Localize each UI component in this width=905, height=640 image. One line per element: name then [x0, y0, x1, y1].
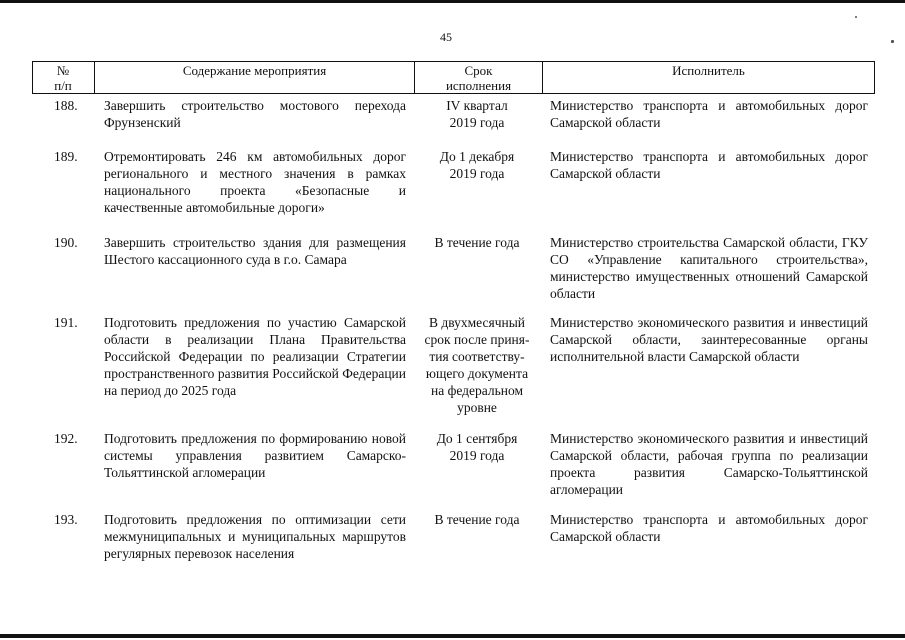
- row-number: 190.: [54, 235, 78, 250]
- row-content: Подготовить предложения по участию Самарской области в реализации Плана Правительства Российской Федерации по реализации Стратегии пространственного развития Российской Федерации на период до 2025 года: [104, 315, 406, 398]
- row-term: До 1 декабря 2019 года: [439, 149, 515, 181]
- row-number: 189.: [54, 149, 78, 164]
- row-executor: Министерство экономического развития и инвестиций Самарской области, заинтересованные органы исполнительной власти Самарской области: [550, 315, 868, 364]
- row-number: 193.: [54, 512, 78, 527]
- row-executor: Министерство транспорта и автомобильных дорог Самарской области: [550, 98, 868, 130]
- page-number: 45: [440, 30, 452, 44]
- row-content: Завершить строительство здания для размещения Шестого кассационного суда в г.о. Самара: [104, 235, 406, 267]
- row-executor: Министерство строительства Самарской области, ГКУ СО «Управление капитального строительства», министерство имущественных отношений Самарской области: [550, 235, 868, 301]
- top-border: [0, 0, 905, 3]
- row-executor: Министерство транспорта и автомобильных дорог Самарской области: [550, 512, 868, 544]
- scan-speck: [855, 16, 857, 18]
- scan-speck: [891, 40, 894, 43]
- bottom-border: [0, 634, 905, 638]
- column-divider: [874, 62, 875, 93]
- row-number: 192.: [54, 431, 78, 446]
- row-content: Подготовить предложения по формированию новой системы управления развитием Самарско-Тольяттинской агломерации: [104, 431, 406, 480]
- row-content: Отремонтировать 246 км автомобильных дорог регионального и местного значения в рамках национального проекта «Безопасные и качественные автомобильные дороги»: [104, 149, 406, 215]
- header-content: Содержание мероприятия: [182, 63, 327, 78]
- header-term: Срок исполнения: [445, 63, 512, 93]
- row-content: Подготовить предложения по оптимизации сети межмуниципальных и муниципальных маршрутов регулярных перевозок населения: [104, 512, 406, 561]
- plan-table: [32, 61, 875, 561]
- table-header: [32, 61, 875, 94]
- row-content: Завершить строительство мостового перехода Фрунзенский: [104, 98, 406, 130]
- header-num: № п/п: [54, 63, 72, 93]
- row-number: 191.: [54, 315, 78, 330]
- row-term: В течение года: [434, 512, 520, 527]
- row-term: В течение года: [434, 235, 520, 250]
- row-term: IV квартал 2019 года: [446, 98, 508, 130]
- header-executor: Исполнитель: [672, 63, 745, 78]
- row-executor: Министерство транспорта и автомобильных дорог Самарской области: [550, 149, 868, 181]
- row-number: 188.: [54, 98, 78, 113]
- row-term: В двухмесячный срок после приня- тия соответству- ющего документа на федеральном уровне: [424, 315, 530, 415]
- row-executor: Министерство экономического развития и инвестиций Самарской области, рабочая группа по реализации проекта развития Самарско-Тольяттинской агломерации: [550, 431, 868, 497]
- row-term: До 1 сентября 2019 года: [436, 431, 518, 463]
